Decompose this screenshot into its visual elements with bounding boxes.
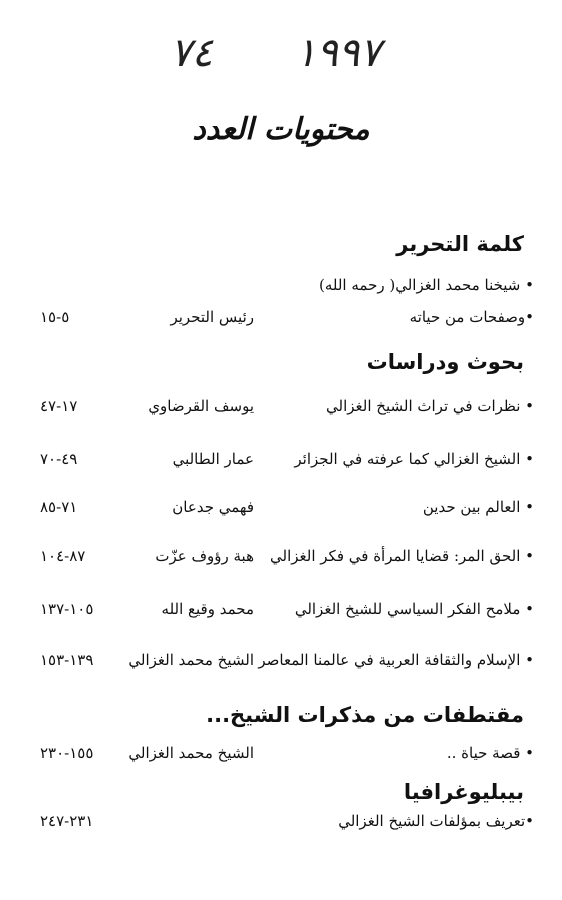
toc-entry xyxy=(40,744,534,770)
page-title: محتويات العدد xyxy=(192,112,370,147)
entry-title: •تعريف بمؤلفات الشيخ الغزالي xyxy=(338,812,534,830)
toc-entry xyxy=(40,651,534,677)
entry-author: الشيخ محمد الغزالي xyxy=(128,744,254,762)
toc-entry xyxy=(40,498,534,524)
entry-pages: ١٥٥-٢٣٠ xyxy=(40,744,94,762)
entry-author: الشيخ محمد الغزالي xyxy=(128,651,254,669)
entry-pages: ١٣٩-١٥٣ xyxy=(40,651,94,669)
entry-author: هبة رؤوف عزّت xyxy=(155,547,254,565)
handwritten-year: ١٩٩٧ xyxy=(295,30,381,76)
entry-author: محمد وقيع الله xyxy=(161,600,254,618)
entry-title: • شيخنا محمد الغزالي( رحمه الله) xyxy=(319,276,534,294)
section-heading-memoirs: مقتطفات من مذكرات الشيخ... xyxy=(206,703,524,727)
entry-pages: ٢٣١-٢٤٧ xyxy=(40,812,94,830)
entry-title: • نظرات في تراث الشيخ الغزالي xyxy=(326,397,534,415)
section-heading-editorial: كلمة التحرير xyxy=(396,232,524,256)
handwritten-issue-number: ٧٤ xyxy=(170,30,213,76)
entry-pages: ٧١-٨٥ xyxy=(40,498,78,516)
toc-entry xyxy=(40,276,534,302)
entry-title: • العالم بين حدين xyxy=(422,498,534,516)
entry-title: • قصة حياة .. xyxy=(446,744,534,762)
entry-pages: ٤٩-٧٠ xyxy=(40,450,78,468)
entry-pages: ٥-١٥ xyxy=(40,308,70,326)
entry-author: فهمي جدعان xyxy=(172,498,254,516)
toc-entry xyxy=(40,308,534,334)
entry-pages: ٨٧-١٠٤ xyxy=(40,547,86,565)
entry-title: • الحق المر: قضايا المرأة في فكر الغزالي xyxy=(270,547,534,565)
section-heading-bibliography: بيبليوغرافيا xyxy=(403,780,524,804)
entry-title: •وصفحات من حياته xyxy=(409,308,534,326)
toc-entry xyxy=(40,600,534,626)
entry-author: عمار الطالبي xyxy=(172,450,254,468)
toc-entry xyxy=(40,397,534,423)
entry-pages: ١٠٥-١٣٧ xyxy=(40,600,94,618)
entry-title: • ملامح الفكر السياسي للشيخ الغزالي xyxy=(294,600,534,618)
section-heading-research: بحوث ودراسات xyxy=(366,350,524,374)
entry-pages: ١٧-٤٧ xyxy=(40,397,78,415)
entry-title: • الإسلام والثقافة العربية في عالمنا المعاصر xyxy=(258,651,534,669)
toc-entry xyxy=(40,812,534,838)
toc-entry xyxy=(40,450,534,476)
entry-author: يوسف القرضاوي xyxy=(148,397,254,415)
entry-author: رئيس التحرير xyxy=(170,308,254,326)
entry-title: • الشيخ الغزالي كما عرفته في الجزائر xyxy=(294,450,534,468)
toc-entry xyxy=(40,547,534,573)
